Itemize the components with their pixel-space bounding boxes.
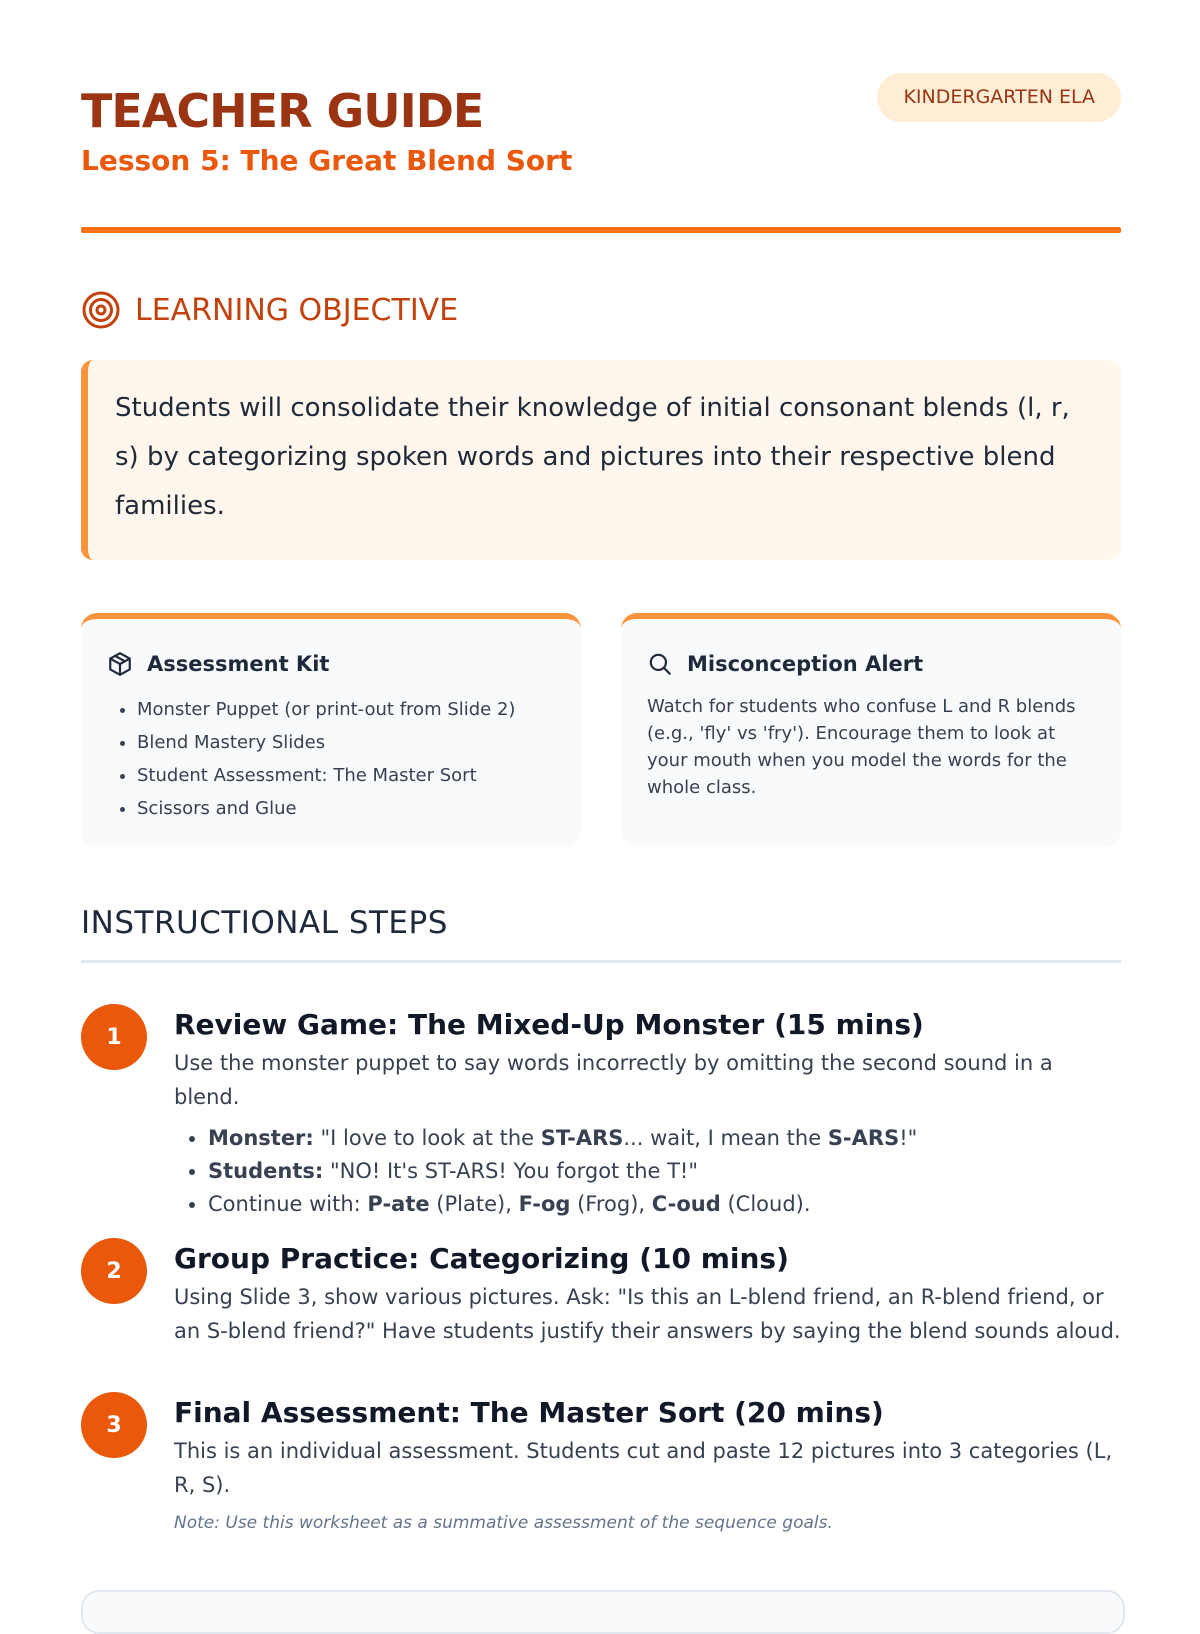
target-icon	[81, 290, 121, 330]
alert-heading	[647, 647, 1095, 681]
list-item: • Scissors and Glue	[137, 792, 555, 825]
list-item: • Monster: "I love to look at the ST-ARS... wait, I mean the S-ARS!"	[208, 1122, 1121, 1155]
alert-title: Misconception Alert	[687, 652, 924, 676]
alert-text: Watch for students who confuse L and R blends (e.g., 'fly' vs 'fry'). Encourage them to look at your mouth when you model the words for the whole class.	[647, 696, 1076, 798]
step-description: Use the monster puppet to say words incorrectly by omitting the second sound in a blend.	[174, 1051, 1053, 1109]
grade-badge: KINDERGARTEN ELA	[877, 73, 1121, 122]
kit-heading	[107, 647, 555, 681]
objective-heading	[81, 290, 458, 330]
step-number: 3	[81, 1392, 147, 1458]
list-item: • Continue with: P-ate (Plate), F-og (Frog), C-oud (Cloud).	[208, 1188, 1121, 1221]
step-description: Using Slide 3, show various pictures. Ask: "Is this an L-blend friend, an R-blend friend, or an S-blend friend?" Have students justify their answers by saying the blend sounds aloud.	[174, 1285, 1121, 1343]
header-divider	[81, 227, 1121, 233]
objective-text: Students will consolidate their knowledge of initial consonant blends (l, r, s) by categorizing spoken words and pictures into their respective blend families.	[81, 360, 1121, 560]
step-body	[174, 1004, 1121, 1221]
step-description: This is an individual assessment. Students cut and paste 12 pictures into 3 categories (L, R, S).	[174, 1439, 1113, 1497]
page-title: TEACHER GUIDE	[81, 84, 484, 138]
box-icon	[107, 651, 133, 677]
list-item: • Students: "NO! It's ST-ARS! You forgot the T!"	[208, 1155, 1121, 1188]
page-header	[81, 80, 1121, 230]
kit-title: Assessment Kit	[147, 652, 330, 676]
assessment-kit-card	[81, 613, 581, 847]
objective-title: LEARNING OBJECTIVE	[135, 292, 459, 328]
list-item: • Blend Mastery Slides	[137, 726, 555, 759]
next-section-card	[81, 1590, 1125, 1634]
step-title: Group Practice: Categorizing (10 mins)	[174, 1242, 789, 1275]
steps-heading: INSTRUCTIONAL STEPS	[81, 905, 448, 941]
step-number: 1	[81, 1004, 147, 1070]
step-bullets	[174, 1122, 1121, 1221]
step-number: 2	[81, 1238, 147, 1304]
list-item: • Monster Puppet (or print-out from Slide 2)	[137, 693, 555, 726]
step-body	[174, 1238, 1121, 1348]
step-note: Note: Use this worksheet as a summative assessment of the sequence goals.	[174, 1513, 833, 1533]
search-icon	[647, 651, 673, 677]
steps-divider	[81, 960, 1121, 963]
kit-list	[107, 693, 555, 825]
step-title: Review Game: The Mixed-Up Monster (15 mins)	[174, 1008, 924, 1041]
misconception-card	[621, 613, 1121, 847]
step-title: Final Assessment: The Master Sort (20 mins)	[174, 1396, 884, 1429]
lesson-subtitle: Lesson 5: The Great Blend Sort	[81, 144, 573, 177]
step-body	[174, 1392, 1121, 1536]
list-item: • Student Assessment: The Master Sort	[137, 759, 555, 792]
